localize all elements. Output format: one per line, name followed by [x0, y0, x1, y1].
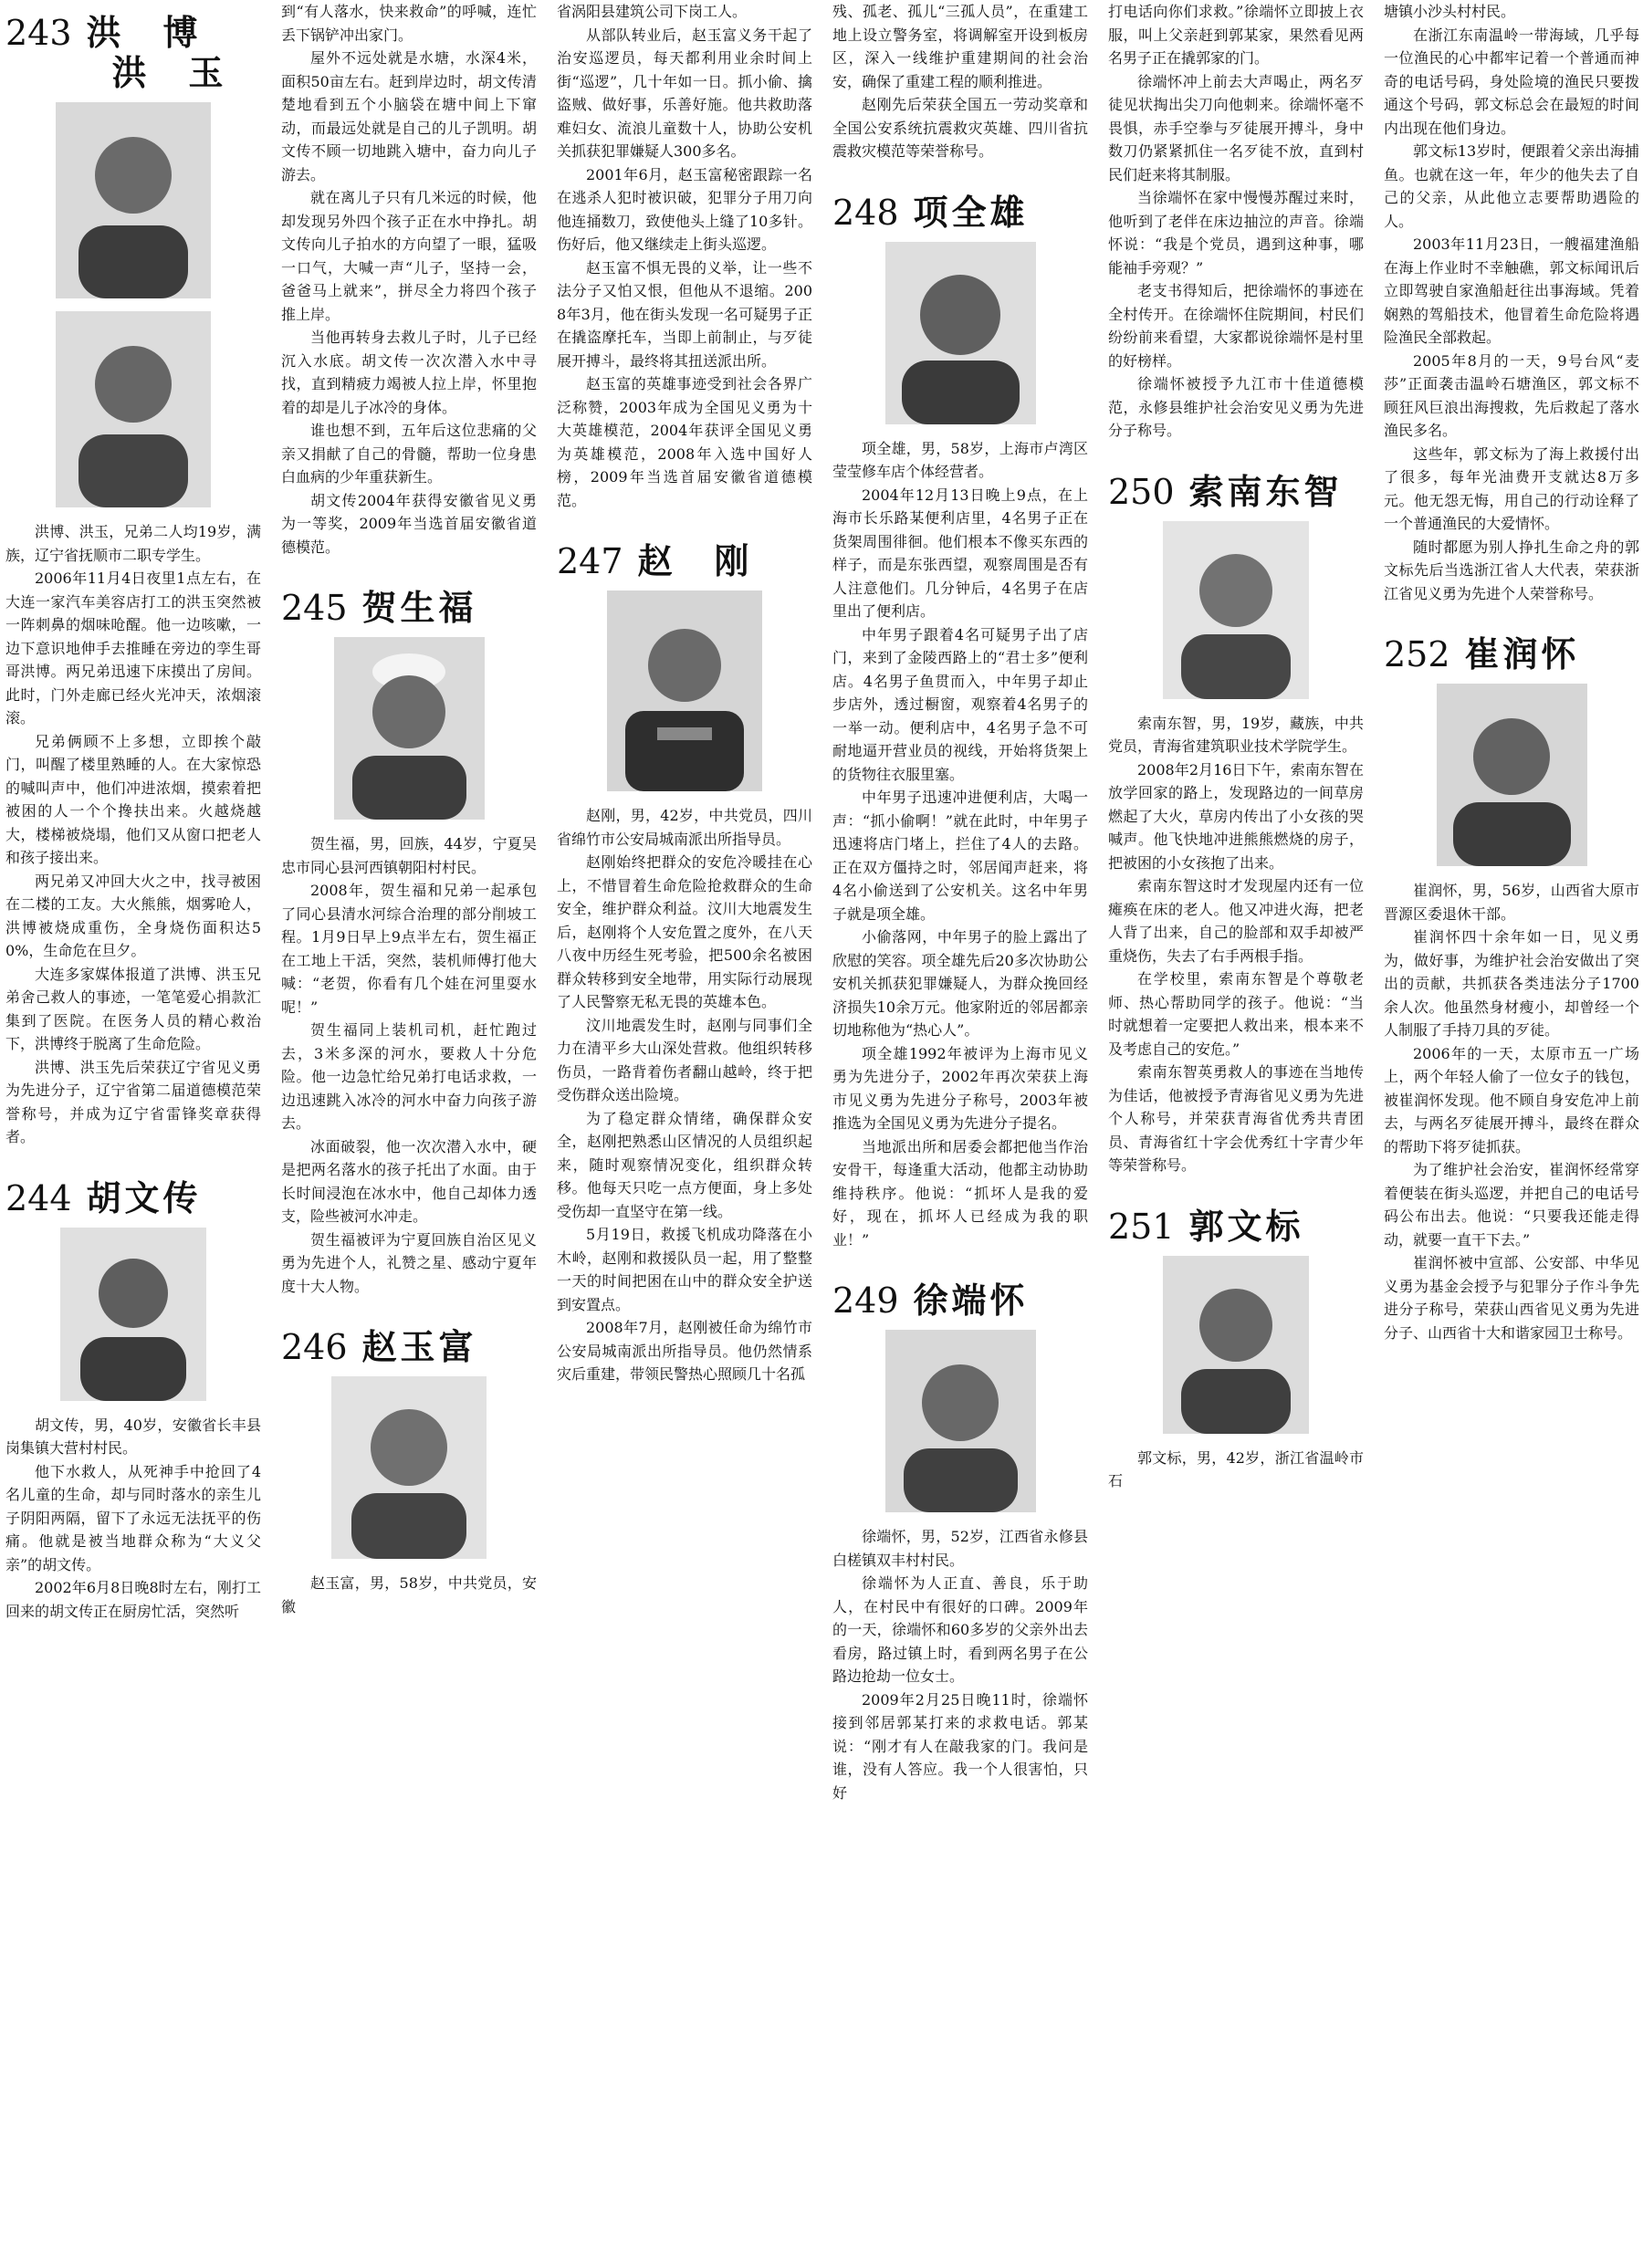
entry-247-continued: 残、孤老、孤儿“三孤人员”，在重建工地上设立警务室，将调解室开设到板房区，深入一线维护重建期间的社会治安，确保了重建工程的顺利推进。 — [832, 3, 1088, 90]
column-4 — [832, 0, 1088, 2268]
entry-249-continued: 打电话向你们求救。”徐端怀立即披上衣服，叫上父亲赶到郭某家，果然看见两名男子正在撬郭家的门。 — [1108, 3, 1364, 67]
column-5 — [1108, 0, 1364, 2268]
entry-244-paragraph: 他下水救人，从死神手中抢回了4名儿童的生命，却与同时落水的亲生儿子阴阳两隔，留下了永远无法抚平的伤痛。他就是被当地群众称为“大义父亲”的胡文传。 — [5, 1462, 261, 1573]
entry-243-paragraph: 大连多家媒体报道了洪博、洪玉兄弟舍己救人的事迹，一笔笔爱心捐款汇集到了医院。在医务人员的精心救治下，洪博终于脱离了生命危险。 — [5, 965, 261, 1052]
photo-cui-runhuai — [1437, 684, 1587, 866]
entry-250-header — [1108, 472, 1364, 512]
photo-xu-duanhuai — [885, 1330, 1036, 1512]
entry-244-header — [5, 1178, 261, 1218]
entry-243-paragraph: 兄弟俩顾不上多想，立即挨个敲门，叫醒了楼里熟睡的人。在大家惊恐的喊叫声中，他们冲进浓烟，摸索着把被困的人一个个搀扶出来。火越烧越大，楼梯被烧塌，他们又从窗口把老人和孩子接出来。 — [5, 732, 261, 866]
entry-245-number: 245 — [281, 588, 348, 628]
entry-244-caption: 胡文传，男，40岁，安徽省长丰县岗集镇大营村村民。 — [5, 1416, 261, 1457]
column-1 — [5, 0, 261, 2268]
entry-251-header — [1108, 1207, 1364, 1247]
entry-252-caption: 崔润怀，男，56岁，山西省大原市晋源区委退休干部。 — [1384, 882, 1639, 923]
entry-246-number: 246 — [281, 1327, 348, 1367]
entry-244-paragraph: 2002年6月8日晚8时左右，刚打工回来的胡文传正在厨房忙活，突然听 — [5, 1579, 261, 1620]
entry-245-caption: 贺生福，男，回族，44岁，宁夏吴忠市同心县河西镇朝阳村村民。 — [281, 835, 537, 876]
entry-252-number: 252 — [1384, 634, 1450, 674]
entry-248-paragraph: 当地派出所和居委会都把他当作治安骨干，每逢重大活动，他都主动协助维持秩序。他说：“抓坏人是我的爱好，现在，抓坏人已经成为我的职业！” — [832, 1137, 1088, 1249]
entry-251-paragraph: 2005年8月的一天，9号台风“麦莎”正面袭击温岭石塘渔区，郭文标不顾狂风巨浪出海搜救，先后救起了落水渔民多名。 — [1384, 351, 1639, 439]
entry-244-continued: 到“有人落水，快来救命”的呼喊，连忙丢下锅铲冲出家门。 — [281, 3, 537, 44]
entry-244-paragraph: 屋外不远处就是水塘，水深4米，面积50亩左右。赶到岸边时，胡文传清楚地看到五个小脑袋在塘中间上下窜动，而最远处就是自己的儿子凯明。胡文传不顾一切地跳入塘中，奋力向儿子游去。 — [281, 49, 537, 183]
entry-247-name: 赵 刚 — [637, 541, 753, 581]
entry-244-name: 胡文传 — [86, 1177, 202, 1218]
entry-250-paragraph: 2008年2月16日下午，索南东智在放学回家的路上，发现路边的一间草房燃起了大火，草房内传出了小女孩的哭喊声。他飞快地冲进熊熊燃烧的房子，把被困的小女孩抱了出来。 — [1108, 760, 1364, 872]
entry-248-number: 248 — [832, 192, 899, 233]
entry-244-paragraph: 谁也想不到，五年后这位悲痛的父亲又捐献了自己的骨髓，帮助一位身患白血病的少年重获新生。 — [281, 422, 537, 486]
entry-251-continued: 塘镇小沙头村村民。 — [1384, 3, 1516, 20]
entry-250-caption: 索南东智，男，19岁，藏族，中共党员，青海省建筑职业技术学院学生。 — [1108, 714, 1364, 755]
entry-243-paragraph: 洪博、洪玉先后荣获辽宁省见义勇为先进分子，辽宁省第二届道德模范荣誉称号，并成为辽宁省雷锋奖章获得者。 — [5, 1058, 261, 1145]
photo-xiang-quanxiong — [885, 242, 1036, 424]
column-3 — [557, 0, 812, 2268]
entry-243-name-1: 洪 博 — [86, 13, 202, 53]
entry-249-paragraph: 2009年2月25日晚11时，徐端怀接到邻居郭某打来的求救电话。郭某说：“刚才有人在敲我家的门。我问是谁，没有人答应。我一个人很害怕，只好 — [832, 1690, 1088, 1802]
column-6 — [1384, 0, 1639, 2268]
entry-246-continued: 省涡阳县建筑公司下岗工人。 — [557, 3, 748, 20]
entry-251-paragraph: 2003年11月23日，一艘福建渔船在海上作业时不幸触礁，郭文标闻讯后立即驾驶自家渔船赶往出事海域。凭着娴熟的驾船技术，他冒着生命危险将遇险渔民全部救起。 — [1384, 235, 1639, 346]
photo-zhao-gang — [607, 591, 762, 791]
entry-248-paragraph: 小偷落网，中年男子的脸上露出了欣慰的笑容。项全雄先后20多次协助公安机关抓获犯罪嫌疑人，为群众挽回经济损失10余万元。他家附近的邻居都亲切地称他为“热心人”。 — [832, 928, 1088, 1039]
entry-243-name-2: 洪 玉 — [111, 53, 227, 93]
column-2 — [281, 0, 537, 2268]
photo-guo-wenbiao — [1163, 1256, 1309, 1434]
entry-244-number: 244 — [5, 1177, 72, 1218]
entry-243-intro: 洪博、洪玉，兄弟二人均19岁，满族，辽宁省抚顺市二职专学生。 — [5, 523, 261, 564]
entry-245-paragraph: 贺生福被评为宁夏回族自治区见义勇为先进个人，礼赞之星、感动宁夏年度十大人物。 — [281, 1230, 537, 1295]
entry-248-header — [832, 193, 1088, 233]
entry-248-paragraph: 中年男子跟着4名可疑男子出了店门，来到了金陵西路上的“君士多”便利店。4名男子鱼贯而入，中年男子却止步店外，透过橱窗，观察着4名男子的一举一动。便利店中，4名男子急不可耐地逼开营业员的视线，开始将货架上的货物往衣服里塞。 — [832, 625, 1088, 783]
entry-249-name: 徐端怀 — [913, 1280, 1029, 1321]
entry-252-paragraph: 为了维护社会治安，崔润怀经常穿着便装在街头巡逻，并把自己的电话号码公布出去。他说：“只要我还能走得动，就要一直干下去。” — [1384, 1161, 1639, 1249]
entry-247-header — [557, 541, 812, 581]
entry-250-paragraph: 索南东智这时才发现屋内还有一位瘫痪在床的老人。他又冲进火海，把老人背了出来，自己的脸部和双手却被严重烧伤，失去了右手两根手指。 — [1108, 877, 1364, 965]
entry-246-caption: 赵玉富，男，58岁，中共党员，安徽 — [281, 1574, 537, 1615]
entry-251-paragraph: 郭文标13岁时，便跟着父亲出海捕鱼。也就在这一年，年少的他失去了自己的父亲，从此他立志要帮助遇险的人。 — [1384, 142, 1639, 230]
entry-243-paragraph: 两兄弟又冲回大火之中，找寻被困在二楼的工友。大火熊熊，烟雾呛人，洪博被烧成重伤，全身烧伤面积达50%，生命危在旦夕。 — [5, 872, 261, 959]
entry-248-paragraph: 项全雄1992年被评为上海市见义勇为先进分子，2002年再次荣获上海市见义勇为先进分子称号，2003年被推选为全国见义勇为先进分子提名。 — [832, 1044, 1088, 1132]
entry-243-number: 243 — [5, 13, 72, 53]
entry-249-header — [832, 1280, 1088, 1321]
entry-245-paragraph: 2008年，贺生福和兄弟一起承包了同心县清水河综合治理的部分削坡工程。1月9日早上9点半左右，贺生福正在工地上干活，突然，装机师傅打他大喊：“老贺，你看有几个娃在河里耍水呢！” — [281, 882, 537, 1016]
entry-252-paragraph: 崔润怀四十余年如一日，见义勇为，做好事，为维护社会治安做出了突出的贡献，共抓获各类违法分子1700余人次。他虽然身材瘦小，却曾经一个人制服了手持刀具的歹徒。 — [1384, 928, 1639, 1039]
photo-hong-yu — [56, 311, 211, 507]
entry-252-name: 崔润怀 — [1464, 634, 1580, 674]
entry-247-paragraph: 5月19日，救援飞机成功降落在小木岭，赵刚和救援队员一起，用了整整一天的时间把困在山中的群众安全护送到安置点。 — [557, 1226, 812, 1313]
entry-251-paragraph: 在浙江东南温岭一带海域，几乎每一位渔民的心中都牢记着一个普通而神奇的电话号码，身处险境的渔民只要拨通这个号码，郭文标总会在最短的时间内出现在他们身边。 — [1384, 26, 1639, 137]
entry-249-paragraph: 徐端怀冲上前去大声喝止，两名歹徒见状掏出尖刀向他刺来。徐端怀毫不畏惧，赤手空拳与歹徒展开搏斗，身中数刀仍紧紧抓住一名歹徒不放，直到村民们赶来将其制服。 — [1108, 72, 1364, 183]
entry-246-paragraph: 赵玉富的英雄事迹受到社会各界广泛称赞，2003年成为全国见义勇为十大英雄模范，2004年获评全国见义勇为英雄模范，2008年入选中国好人榜，2009年当选首届安徽省道德模范。 — [557, 375, 812, 509]
entry-245-paragraph: 冰面破裂，他一次次潜入水中，硬是把两名落水的孩子托出了水面。由于长时间浸泡在冰水中，他自己却体力透支，险些被河水冲走。 — [281, 1137, 537, 1225]
entry-249-number: 249 — [832, 1280, 899, 1321]
entry-247-paragraph: 赵刚先后荣获全国五一劳动奖章和全国公安系统抗震救灾英雄、四川省抗震救灾模范等荣誉称号。 — [832, 96, 1088, 160]
entry-244-paragraph: 就在离儿子只有几米远的时候，他却发现另外四个孩子正在水中挣扎。胡文传向儿子拍水的方向望了一眼，猛吸一口气，大喊一声“儿子，坚持一会，爸爸马上就来”，拼尽全力将四个孩子推上岸。 — [281, 189, 537, 323]
entry-247-paragraph: 为了稳定群众情绪，确保群众安全，赵刚把熟悉山区情况的人员组织起来，随时观察情况变化，组织群众转移。他每天只吃一点方便面，身上多处受伤却一直坚守在第一线。 — [557, 1109, 812, 1220]
entry-252-paragraph: 2006年的一天，太原市五一广场上，两个年轻人偷了一位女子的钱包，被崔润怀发现。他不顾自身安危冲上前去，与两名歹徒展开搏斗，最终在群众的帮助下将歹徒抓获。 — [1384, 1044, 1639, 1155]
entry-251-paragraph: 这些年，郭文标为了海上救援付出了很多，每年光油费开支就达8万多元。他无怨无悔，用自己的行动诠释了一个普通渔民的大爱情怀。 — [1384, 444, 1639, 532]
entry-248-name: 项全雄 — [913, 192, 1029, 233]
photo-he-shengfu — [334, 637, 485, 820]
entry-246-name: 赵玉富 — [361, 1327, 477, 1367]
entry-249-paragraph: 当徐端怀在家中慢慢苏醒过来时，他听到了老伴在床边抽泣的声音。徐端怀说：“我是个党员，遇到这种事，哪能袖手旁观？” — [1108, 189, 1364, 277]
entry-247-caption: 赵刚，男，42岁，中共党员，四川省绵竹市公安局城南派出所指导员。 — [557, 807, 812, 848]
photo-hong-bo — [56, 102, 211, 298]
entry-249-paragraph: 徐端怀被授予九江市十佳道德模范，永修县维护社会治安见义勇为先进分子称号。 — [1108, 375, 1364, 439]
entry-247-paragraph: 赵刚始终把群众的安危冷暖挂在心上，不惜冒着生命危险抢救群众的生命安全，维护群众利益。汶川大地震发生后，赵刚将个人安危置之度外，在八天八夜中历经生死考验，把500余名被困群众转移到安全地带，用实际行动展现了人民警察无私无畏的英雄本色。 — [557, 853, 812, 1010]
entry-248-caption: 项全雄，男，58岁，上海市卢湾区莹莹修车店个体经营者。 — [832, 439, 1088, 480]
entry-249-paragraph: 老支书得知后，把徐端怀的事迹在全村传开。在徐端怀住院期间，村民们纷纷前来看望，大家都说徐端怀是村里的好榜样。 — [1108, 282, 1364, 370]
entry-250-paragraph: 索南东智英勇救人的事迹在当地传为佳话，他被授予青海省见义勇为先进个人称号，并荣获青海省优秀共青团员、青海省红十字会优秀红十字青少年等荣誉称号。 — [1108, 1063, 1364, 1174]
entry-246-paragraph: 2001年6月，赵玉富秘密跟踪一名在逃杀人犯时被识破，犯罪分子用刀向他连捅数刀，致使他头上缝了10多针。伤好后，他又继续走上街头巡逻。 — [557, 165, 812, 253]
entry-250-paragraph: 在学校里，索南东智是个尊敬老师、热心帮助同学的孩子。他说：“当时就想着一定要把人救出来，根本来不及考虑自己的安危。” — [1108, 970, 1364, 1058]
entry-243-paragraph: 2006年11月4日夜里1点左右，在大连一家汽车美容店打工的洪玉突然被一阵刺鼻的烟味呛醒。他一边咳嗽，一边下意识地伸手去推睡在旁边的孪生哥哥洪博。两兄弟迅速下床摸出了房间。此时，门外走廊已经火光冲天，浓烟滚滚。 — [5, 570, 261, 726]
entry-245-name: 贺生福 — [361, 588, 477, 628]
entry-246-header — [281, 1327, 537, 1367]
entry-248-paragraph: 中年男子迅速冲进便利店，大喝一声：“抓小偷啊！”就在此时，中年男子迅速将店门堵上，拦住了4人的去路。正在双方僵持之时，邻居闻声赶来，将4名小偷送到了公安机关。这名中年男子就是项全雄。 — [832, 789, 1088, 923]
entry-246-paragraph: 赵玉富不惧无畏的义举，让一些不法分子又怕又恨，但他从不退缩。2008年3月，他在街头发现一名可疑男子正在撬盗摩托车，当即上前制止，与歹徒展开搏斗，最终将其扭送派出所。 — [557, 258, 812, 370]
photo-hu-wenchuan — [60, 1228, 206, 1401]
entry-245-header — [281, 588, 537, 628]
entry-247-paragraph: 2008年7月，赵刚被任命为绵竹市公安局城南派出所指导员。他仍然情系灾后重建，带领民警热心照顾几十名孤 — [557, 1319, 812, 1383]
entry-251-number: 251 — [1108, 1206, 1175, 1247]
entry-249-paragraph: 徐端怀为人正直、善良，乐于助人，在村民中有很好的口碑。2009年的一天，徐端怀和60多岁的父亲外出去看房，路过镇上时，看到两名男子在公路边抢劫一位女士。 — [832, 1574, 1088, 1685]
entry-252-paragraph: 崔润怀被中宣部、公安部、中华见义勇为基金会授予与犯罪分子作斗争先进分子称号，荣获山西省见义勇为先进分子、山西省十大和谐家园卫士称号。 — [1384, 1254, 1639, 1342]
entry-247-number: 247 — [557, 541, 623, 581]
entry-252-header — [1384, 634, 1639, 674]
entry-249-caption: 徐端怀，男，52岁，江西省永修县白槎镇双丰村村民。 — [832, 1528, 1088, 1569]
entry-250-name: 索南东智 — [1188, 471, 1343, 512]
photo-suonan-dongzhi — [1163, 521, 1309, 699]
entry-247-paragraph: 汶川地震发生时，赵刚与同事们全力在清平乡大山深处营救。他组织转移伤员，一路背着伤者翻山越岭，终于把受伤群众送出险境。 — [557, 1016, 812, 1103]
entry-251-name: 郭文标 — [1188, 1206, 1304, 1247]
entry-246-paragraph: 从部队转业后，赵玉富义务干起了治安巡逻员，每天都利用业余时间上街“巡逻”，几十年如一日。抓小偷、擒盗贼、做好事，乐善好施。他共救助落难妇女、流浪儿童数十人，协助公安机关抓获犯罪嫌疑人300多名。 — [557, 26, 812, 160]
entry-244-paragraph: 胡文传2004年获得安徽省见义勇为一等奖，2009年当选首届安徽省道德模范。 — [281, 491, 537, 556]
photo-zhao-yufu — [331, 1376, 487, 1559]
entry-250-number: 250 — [1108, 471, 1175, 512]
entry-248-paragraph: 2004年12月13日晚上9点，在上海市长乐路某便利店里，4名男子正在货架周围徘徊。他们根本不像买东西的样子，而是东张西望，观察周围是否有人注意他们。几分钟后，4名男子在店里出了便利店。 — [832, 486, 1088, 620]
entry-243-header — [5, 13, 261, 93]
entry-251-caption: 郭文标，男，42岁，浙江省温岭市石 — [1108, 1448, 1364, 1489]
entry-251-paragraph: 随时都愿为别人挣扎生命之舟的郭文标先后当选浙江省人大代表，荣获浙江省见义勇为先进个人荣誉称号。 — [1384, 538, 1639, 602]
entry-244-paragraph: 当他再转身去救儿子时，儿子已经沉入水底。胡文传一次次潜入水中寻找，直到精疲力竭被人拉上岸，怀里抱着的却是儿子冰冷的身体。 — [281, 329, 537, 416]
entry-245-paragraph: 贺生福同上装机司机，赶忙跑过去，3米多深的河水，要救人十分危险。他一边急忙给兄弟打电话求救，一边迅速跳入冰冷的河水中奋力向孩子游去。 — [281, 1021, 537, 1132]
